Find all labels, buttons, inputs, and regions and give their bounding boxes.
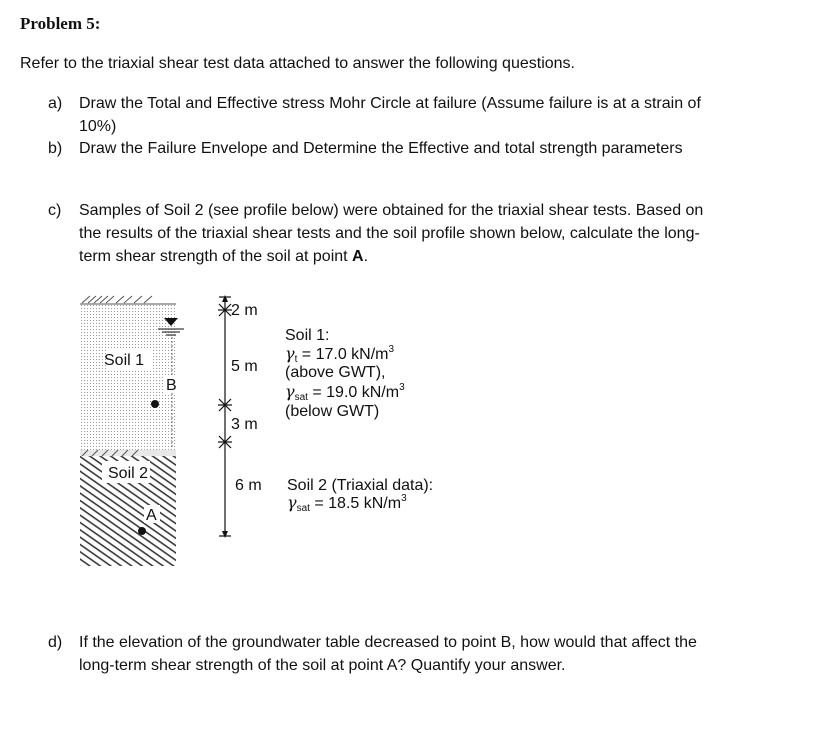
soil2-label: Soil 2 [108, 465, 149, 482]
soil2-gamma-sat-sub: sat [296, 503, 310, 514]
question-c-label: c) [48, 202, 62, 219]
soil1-label: Soil 1 [104, 352, 145, 369]
soil2-gamma-sat-value: = 18.5 kN/m [309, 495, 402, 512]
question-d-line-1: If the elevation of the groundwater table decreased to point B, how would that affect the [79, 634, 697, 651]
question-c-line-1: Samples of Soil 2 (see profile below) were obtained for the triaxial shear tests. Based on [79, 202, 704, 219]
question-c-point-a: A [352, 248, 364, 265]
soil1-title: Soil 1: [285, 327, 330, 344]
question-c-period: . [363, 248, 369, 265]
soil1-gamma-t-value: = 17.0 kN/m [297, 346, 389, 363]
question-a-line-1: Draw the Total and Effective stress Mohr Circle at failure (Assume failure is at a strain of [79, 95, 701, 112]
soil2-gamma-sat-exp: 3 [401, 493, 407, 504]
soil1-gamma-t-symbol: γ [285, 344, 295, 363]
dim-2m: 2 m [231, 302, 258, 319]
soil2-gamma-sat-symbol: γ [287, 493, 297, 512]
soil1-unit-weight-total [285, 344, 395, 365]
question-b-line-1: Draw the Failure Envelope and Determine the Effective and total strength parameters [79, 140, 683, 157]
dim-3m: 3 m [231, 416, 258, 433]
soil1-gamma-sat-exp: 3 [399, 382, 405, 393]
question-a-line-2: 10%) [79, 118, 117, 135]
ground-surface-hatch [80, 296, 176, 304]
question-d-line-2: long-term shear strength of the soil at point A? Quantify your answer. [79, 657, 566, 674]
soil1-unit-weight-sat [285, 382, 405, 403]
point-b-marker [151, 400, 159, 408]
point-b-label: B [166, 377, 177, 394]
dim-5m: 5 m [231, 358, 258, 375]
question-d-label: d) [48, 634, 63, 651]
point-a-marker [138, 527, 146, 535]
soil1-below-gwt-note: (below GWT) [285, 403, 380, 420]
soil1-gamma-t-exp: 3 [388, 344, 395, 355]
soil2-title: Soil 2 (Triaxial data): [287, 477, 434, 494]
soil1-gamma-sat-sub: sat [294, 392, 308, 403]
soil-profile-figure [78, 293, 498, 573]
soil1-gamma-sat-value: = 19.0 kN/m [307, 384, 400, 401]
question-c-line-3 [79, 245, 703, 268]
question-b-label: b) [48, 140, 63, 157]
dim-6m: 6 m [235, 477, 262, 494]
soil2-unit-weight-sat [287, 493, 407, 514]
soil1-gamma-sat-symbol: γ [285, 382, 295, 401]
question-a-label: a) [48, 95, 63, 112]
depth-dimension-line [218, 297, 232, 536]
soil1-layer [80, 305, 176, 450]
question-c-line-2: the results of the triaxial shear tests and the soil profile shown below, calculate the long- [79, 225, 700, 242]
dimension-arrow-bottom-icon [222, 531, 228, 538]
dimension-arrow-top-icon [222, 295, 228, 302]
problem-title: Problem 5: [20, 14, 101, 33]
soil1-gamma-t-sub: t [294, 354, 298, 365]
intro-text: Refer to the triaxial shear test data attached to answer the following questions. [20, 55, 575, 72]
point-a-label: A [146, 507, 157, 524]
question-c-line-3-text: term shear strength of the soil at point [79, 248, 353, 265]
soil1-above-gwt-note: (above GWT), [285, 364, 386, 381]
